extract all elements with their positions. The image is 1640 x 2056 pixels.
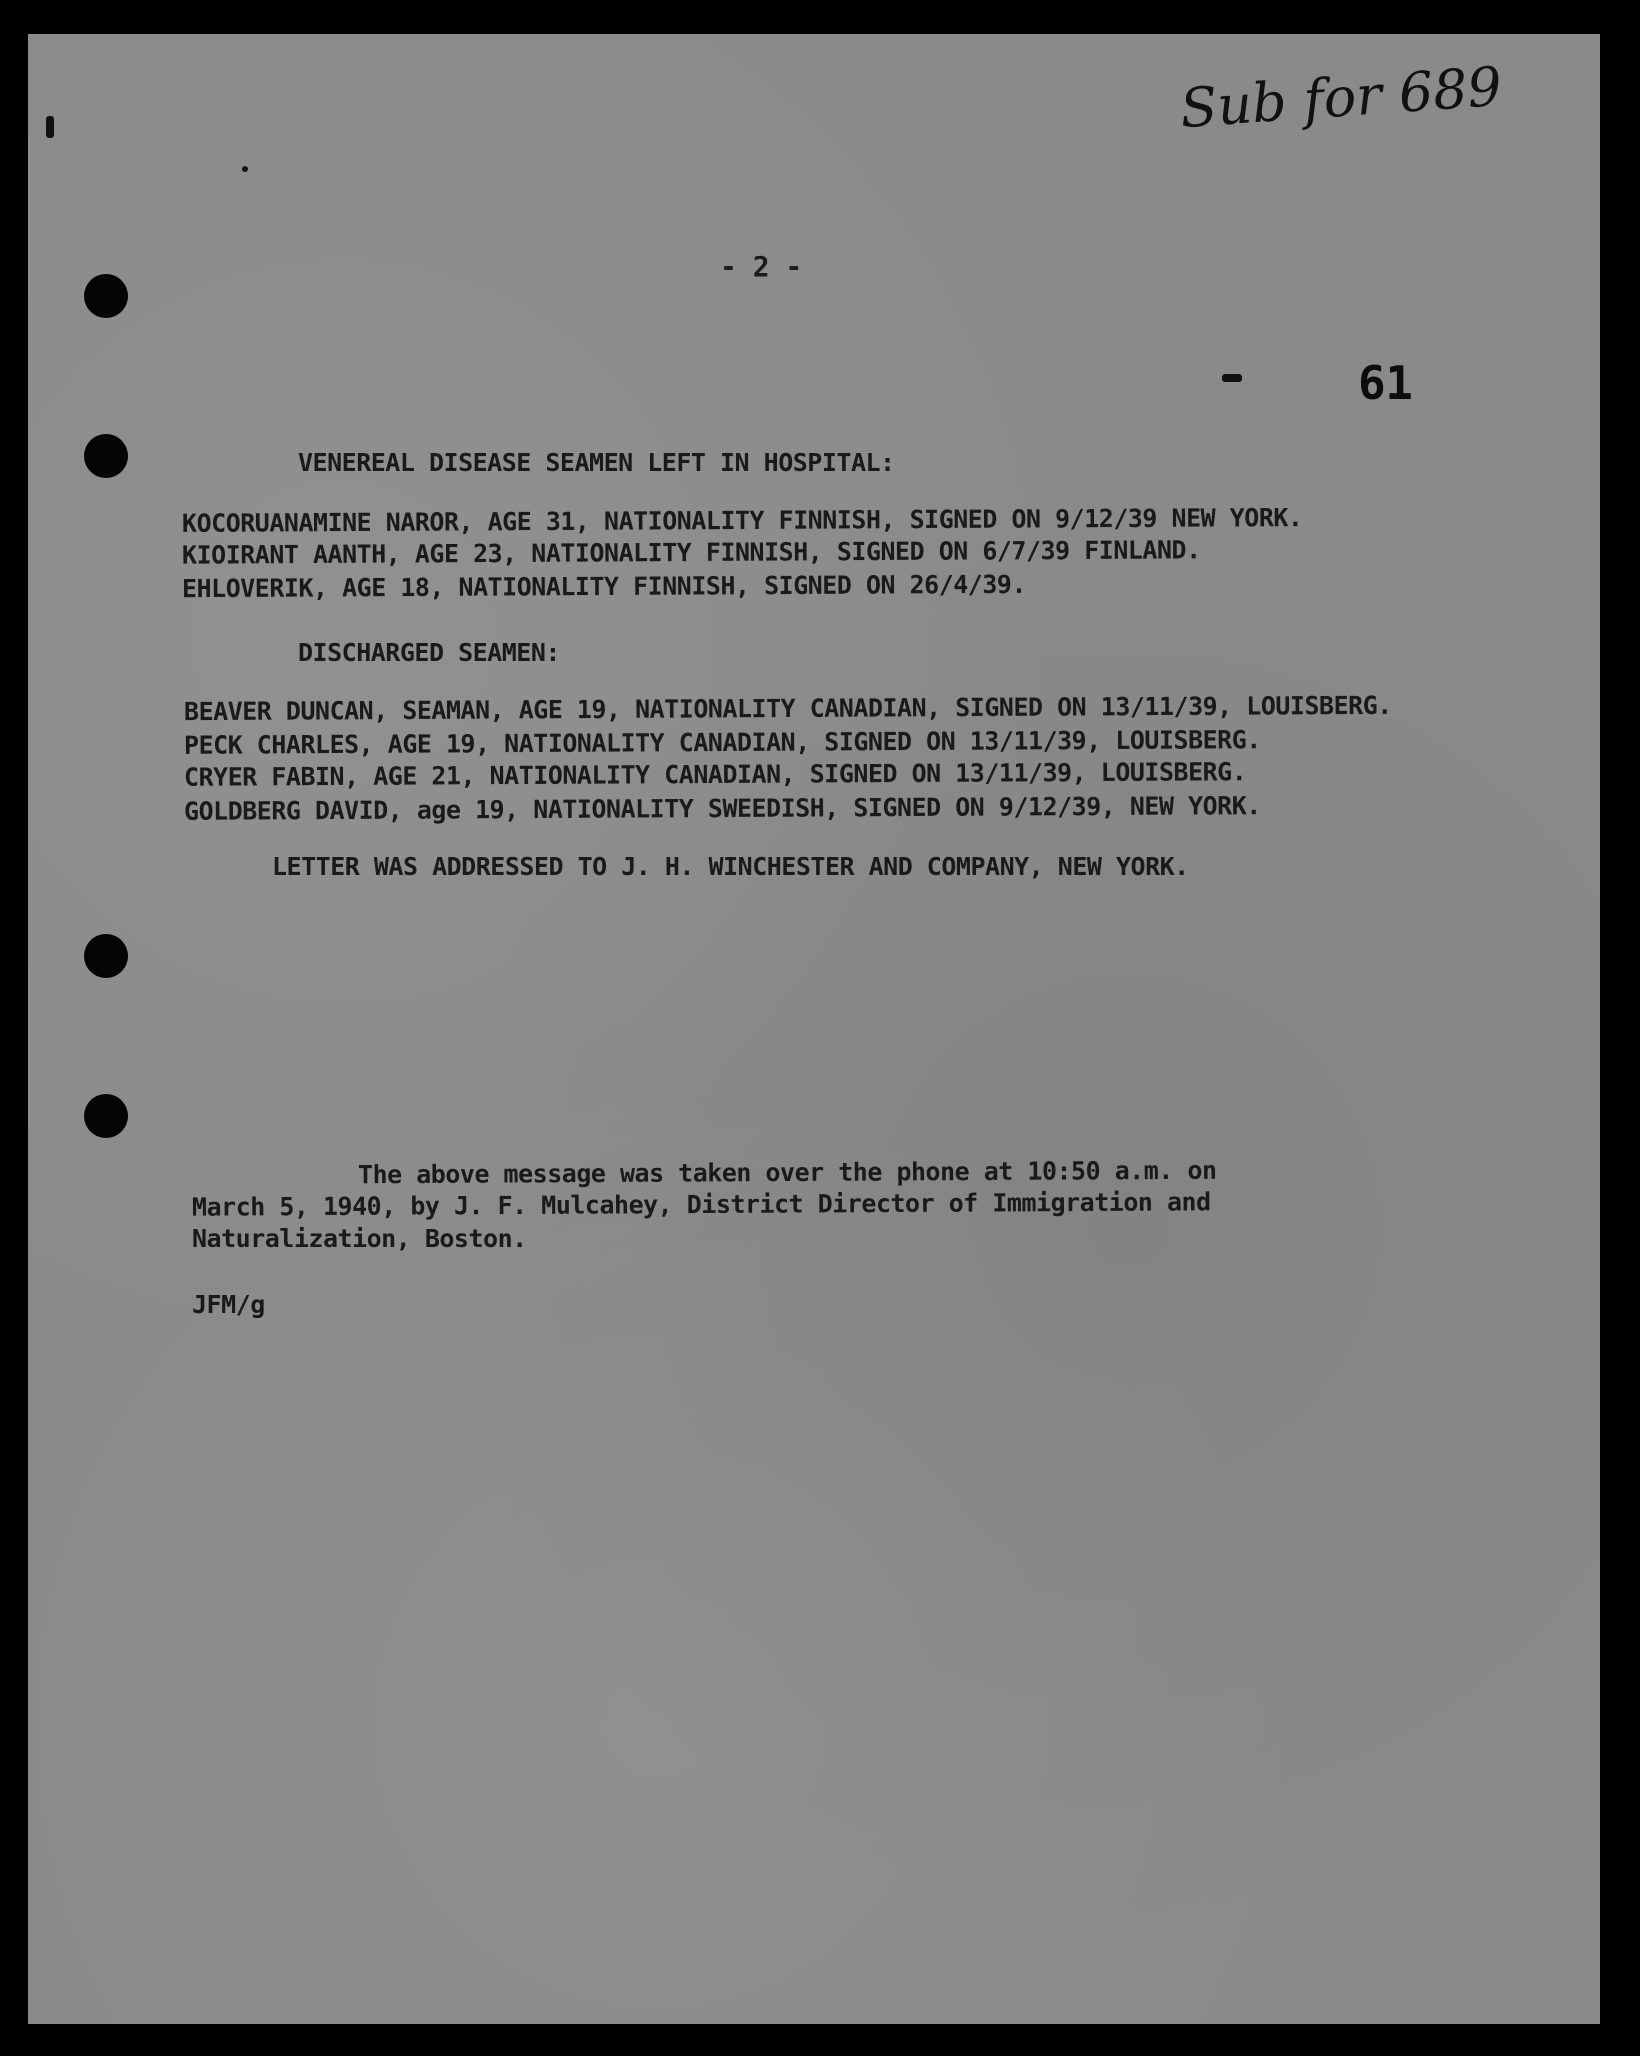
punch-hole [84, 1094, 128, 1138]
document-page [28, 34, 1600, 2024]
message-line: Naturalization, Boston. [192, 1224, 527, 1253]
hospital-line: KIOIRANT AANTH, AGE 23, NATIONALITY FINNISH, SIGNED ON 6/7/39 FINLAND. [181, 535, 1201, 570]
message-line: The above message was taken over the phone at 10:50 a.m. on [357, 1155, 1217, 1190]
stamp-number: 61 [1358, 356, 1413, 410]
discharged-line: BEAVER DUNCAN, SEAMAN, AGE 19, NATIONALITY CANADIAN, SIGNED ON 13/11/39, LOUISBERG. [183, 690, 1392, 727]
discharged-line: PECK CHARLES, AGE 19, NATIONALITY CANADIAN, SIGNED ON 13/11/39, LOUISBERG. [183, 725, 1261, 760]
ink-speck [1222, 374, 1242, 382]
handwritten-note: Sub for 689 [1178, 54, 1504, 141]
message-line: March 5, 1940, by J. F. Mulcahey, District Director of Immigration and [191, 1187, 1211, 1222]
hospital-line: EHLOVERIK, AGE 18, NATIONALITY FINNISH, SIGNED ON 26/4/39. [181, 569, 1027, 604]
discharged-line: GOLDBERG DAVID, age 19, NATIONALITY SWEEDISH, SIGNED ON 9/12/39, NEW YORK. [183, 791, 1261, 826]
initials: JFM/g [192, 1290, 265, 1319]
hospital-heading: VENEREAL DISEASE SEAMEN LEFT IN HOSPITAL: [298, 448, 895, 477]
punch-hole [84, 934, 128, 978]
discharged-line: CRYER FABIN, AGE 21, NATIONALITY CANADIAN, SIGNED ON 13/11/39, LOUISBERG. [183, 757, 1247, 792]
punch-hole [84, 434, 128, 478]
ink-speck [242, 166, 248, 172]
hospital-line: KOCORUANAMINE NAROR, AGE 31, NATIONALITY FINNISH, SIGNED ON 9/12/39 NEW YORK. [181, 503, 1303, 538]
ink-speck [46, 116, 54, 138]
discharged-heading: DISCHARGED SEAMEN: [298, 638, 560, 667]
letter-line: LETTER WAS ADDRESSED TO J. H. WINCHESTER AND COMPANY, NEW YORK. [272, 852, 1189, 881]
punch-hole [84, 274, 128, 318]
page-number: - 2 - [720, 250, 802, 283]
